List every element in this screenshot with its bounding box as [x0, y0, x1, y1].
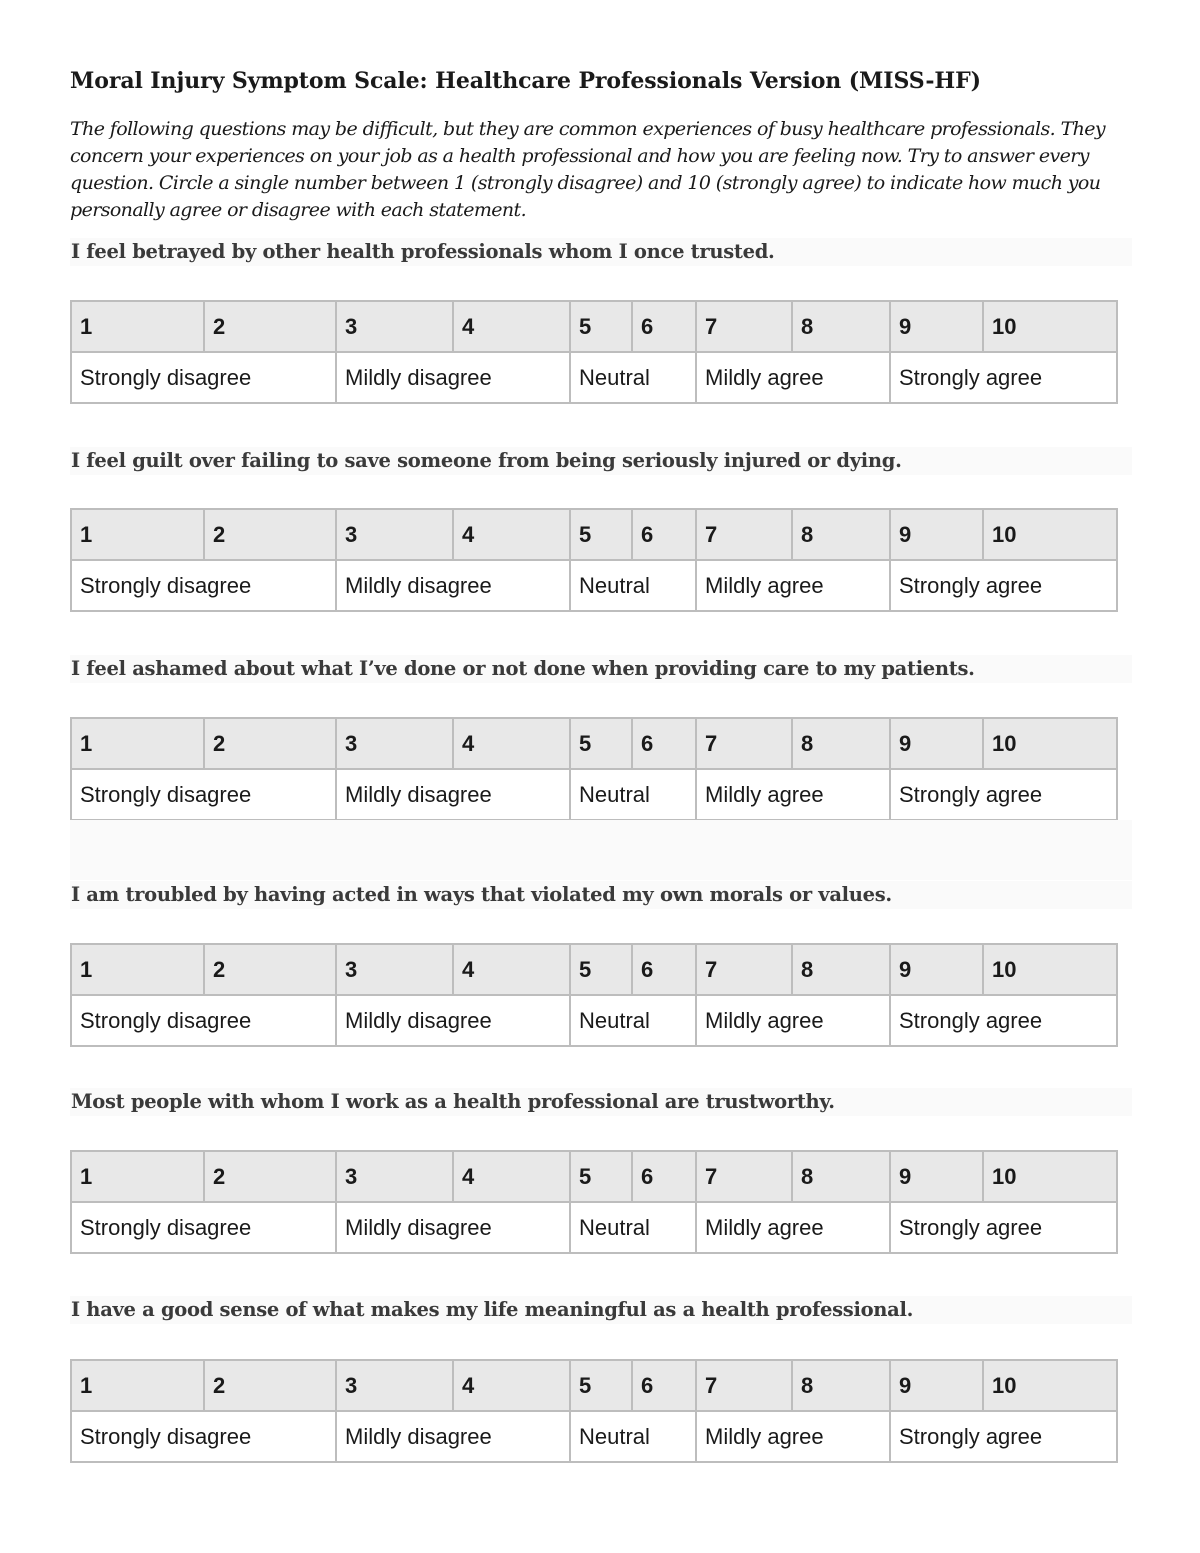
- rating-option-1[interactable]: 1: [71, 509, 204, 560]
- rating-option-2[interactable]: 2: [204, 944, 336, 995]
- rating-option-10[interactable]: 10: [983, 718, 1117, 769]
- document-title: Moral Injury Symptom Scale: Healthcare Professionals Version (MISS-HF): [70, 68, 981, 94]
- anchor-strongly-agree: Strongly agree: [890, 769, 1117, 820]
- anchor-mildly-agree: Mildly agree: [696, 995, 890, 1046]
- anchor-strongly-disagree: Strongly disagree: [71, 769, 336, 820]
- anchor-mildly-agree: Mildly agree: [696, 352, 890, 403]
- question-3-text: I feel ashamed about what I’ve done or not done when providing care to my patients.: [70, 655, 1132, 683]
- rating-option-5[interactable]: 5: [570, 1360, 632, 1411]
- rating-option-6[interactable]: 6: [632, 301, 696, 352]
- anchor-strongly-agree: Strongly agree: [890, 1411, 1117, 1462]
- rating-option-10[interactable]: 10: [983, 1151, 1117, 1202]
- anchor-mildly-disagree: Mildly disagree: [336, 995, 570, 1046]
- rating-option-9[interactable]: 9: [890, 1360, 983, 1411]
- anchor-strongly-disagree: Strongly disagree: [71, 352, 336, 403]
- question-6-text: I have a good sense of what makes my life meaningful as a health professional.: [70, 1296, 1132, 1324]
- anchor-strongly-disagree: Strongly disagree: [71, 560, 336, 611]
- rating-option-5[interactable]: 5: [570, 301, 632, 352]
- anchor-neutral: Neutral: [570, 995, 696, 1046]
- rating-option-4[interactable]: 4: [453, 1151, 570, 1202]
- anchor-neutral: Neutral: [570, 769, 696, 820]
- anchor-strongly-disagree: Strongly disagree: [71, 1202, 336, 1253]
- anchor-strongly-disagree: Strongly disagree: [71, 1411, 336, 1462]
- rating-option-3[interactable]: 3: [336, 944, 453, 995]
- rating-option-8[interactable]: 8: [792, 509, 890, 560]
- anchor-neutral: Neutral: [570, 1202, 696, 1253]
- rating-option-7[interactable]: 7: [696, 1360, 792, 1411]
- anchor-mildly-agree: Mildly agree: [696, 1411, 890, 1462]
- anchor-strongly-agree: Strongly agree: [890, 1202, 1117, 1253]
- rating-option-4[interactable]: 4: [453, 301, 570, 352]
- rating-option-3[interactable]: 3: [336, 301, 453, 352]
- rating-option-5[interactable]: 5: [570, 1151, 632, 1202]
- question-4-text: I am troubled by having acted in ways that violated my own morals or values.: [70, 881, 1132, 909]
- rating-option-5[interactable]: 5: [570, 944, 632, 995]
- rating-option-4[interactable]: 4: [453, 718, 570, 769]
- rating-option-8[interactable]: 8: [792, 301, 890, 352]
- rating-option-10[interactable]: 10: [983, 301, 1117, 352]
- anchor-mildly-disagree: Mildly disagree: [336, 352, 570, 403]
- anchor-strongly-disagree: Strongly disagree: [71, 995, 336, 1046]
- anchor-strongly-agree: Strongly agree: [890, 995, 1117, 1046]
- question-2-text: I feel guilt over failing to save someone from being seriously injured or dying.: [70, 447, 1132, 475]
- question-2-scale: [70, 508, 1118, 612]
- anchor-mildly-disagree: Mildly disagree: [336, 1411, 570, 1462]
- anchor-mildly-disagree: Mildly disagree: [336, 560, 570, 611]
- anchor-mildly-disagree: Mildly disagree: [336, 1202, 570, 1253]
- rating-option-6[interactable]: 6: [632, 1151, 696, 1202]
- rating-option-9[interactable]: 9: [890, 509, 983, 560]
- anchor-neutral: Neutral: [570, 560, 696, 611]
- rating-option-6[interactable]: 6: [632, 509, 696, 560]
- rating-option-9[interactable]: 9: [890, 301, 983, 352]
- rating-option-4[interactable]: 4: [453, 509, 570, 560]
- question-1-text: I feel betrayed by other health professionals whom I once trusted.: [70, 238, 1132, 266]
- rating-option-1[interactable]: 1: [71, 944, 204, 995]
- anchor-mildly-agree: Mildly agree: [696, 769, 890, 820]
- rating-option-1[interactable]: 1: [71, 718, 204, 769]
- rating-option-2[interactable]: 2: [204, 718, 336, 769]
- instructions-paragraph: The following questions may be difficult, but they are common experiences of busy healthcare professionals. They concern your experiences on your job as a health professional and how you are feeling now. Try to answer every question. Circle a single number between 1 (strongly disagree) and 10 (strongly agree) to indicate how much you personally agree or disagree with each statement.: [70, 118, 1106, 221]
- rating-option-9[interactable]: 9: [890, 944, 983, 995]
- anchor-mildly-disagree: Mildly disagree: [336, 769, 570, 820]
- rating-option-10[interactable]: 10: [983, 509, 1117, 560]
- rating-option-2[interactable]: 2: [204, 1360, 336, 1411]
- rating-option-10[interactable]: 10: [983, 1360, 1117, 1411]
- rating-option-2[interactable]: 2: [204, 301, 336, 352]
- rating-option-5[interactable]: 5: [570, 509, 632, 560]
- rating-option-3[interactable]: 3: [336, 1151, 453, 1202]
- rating-option-8[interactable]: 8: [792, 944, 890, 995]
- anchor-strongly-agree: Strongly agree: [890, 352, 1117, 403]
- question-4-scale: [70, 943, 1118, 1047]
- question-6-scale: [70, 1359, 1118, 1463]
- rating-option-7[interactable]: 7: [696, 1151, 792, 1202]
- rating-option-4[interactable]: 4: [453, 944, 570, 995]
- anchor-strongly-agree: Strongly agree: [890, 560, 1117, 611]
- question-5-text: Most people with whom I work as a health professional are trustworthy.: [70, 1088, 1132, 1116]
- rating-option-9[interactable]: 9: [890, 718, 983, 769]
- rating-option-1[interactable]: 1: [71, 301, 204, 352]
- rating-option-2[interactable]: 2: [204, 509, 336, 560]
- rating-option-3[interactable]: 3: [336, 1360, 453, 1411]
- rating-option-9[interactable]: 9: [890, 1151, 983, 1202]
- rating-option-4[interactable]: 4: [453, 1360, 570, 1411]
- rating-option-7[interactable]: 7: [696, 301, 792, 352]
- rating-option-1[interactable]: 1: [71, 1360, 204, 1411]
- blank-band: [70, 820, 1132, 880]
- rating-option-3[interactable]: 3: [336, 509, 453, 560]
- anchor-neutral: Neutral: [570, 1411, 696, 1462]
- rating-option-8[interactable]: 8: [792, 1360, 890, 1411]
- rating-option-8[interactable]: 8: [792, 1151, 890, 1202]
- anchor-neutral: Neutral: [570, 352, 696, 403]
- rating-option-3[interactable]: 3: [336, 718, 453, 769]
- anchor-mildly-agree: Mildly agree: [696, 1202, 890, 1253]
- rating-option-10[interactable]: 10: [983, 944, 1117, 995]
- rating-option-2[interactable]: 2: [204, 1151, 336, 1202]
- rating-option-7[interactable]: 7: [696, 944, 792, 995]
- anchor-mildly-agree: Mildly agree: [696, 560, 890, 611]
- rating-option-6[interactable]: 6: [632, 1360, 696, 1411]
- rating-option-5[interactable]: 5: [570, 718, 632, 769]
- rating-option-1[interactable]: 1: [71, 1151, 204, 1202]
- question-1-scale: [70, 300, 1118, 404]
- rating-option-7[interactable]: 7: [696, 509, 792, 560]
- rating-option-6[interactable]: 6: [632, 718, 696, 769]
- question-3-scale: [70, 717, 1118, 821]
- rating-option-6[interactable]: 6: [632, 944, 696, 995]
- question-5-scale: [70, 1150, 1118, 1254]
- rating-option-8[interactable]: 8: [792, 718, 890, 769]
- rating-option-7[interactable]: 7: [696, 718, 792, 769]
